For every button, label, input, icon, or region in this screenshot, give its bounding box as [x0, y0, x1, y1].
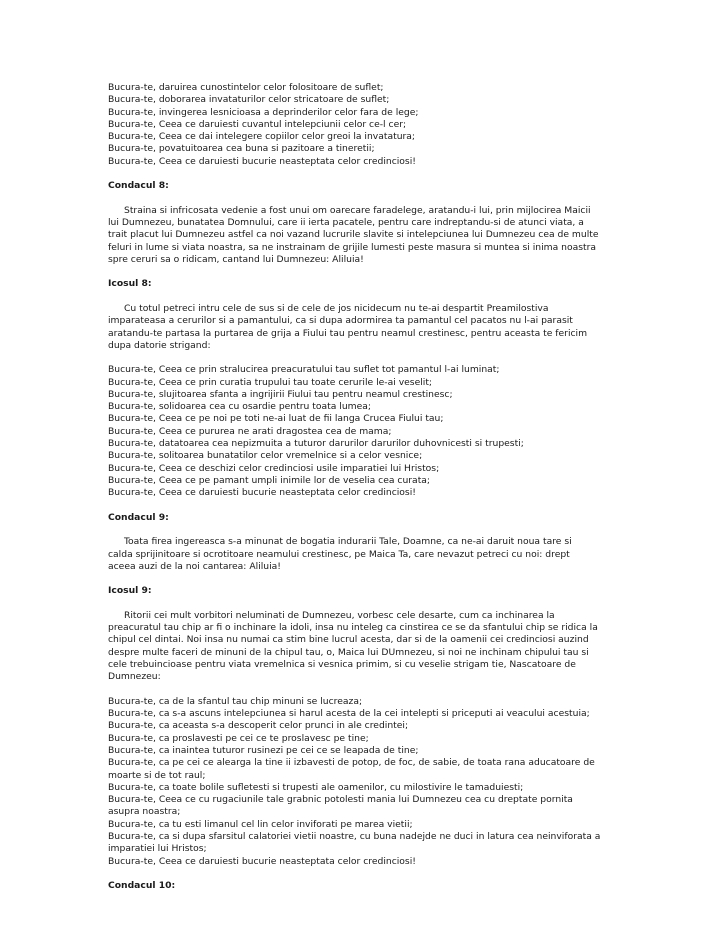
text-line: aratandu-te partasa la purtarea de grija a Fiului tau pentru neamul crestinesc, pentru aceasta te fericim	[108, 327, 588, 339]
text-line: Ritorii cei mult vorbitori neluminati de Dumnezeu, vorbesc cele desarte, cum ca inchinarea la	[124, 609, 555, 621]
text-line: Bucura-te, povatuitoarea cea buna si pazitoare a tineretii;	[108, 143, 375, 155]
text-line: Bucura-te, Ceea ce prin curatia trupului tau toate cerurile le-ai veselit;	[108, 376, 433, 388]
text-line: Bucura-te, doborarea invataturilor celor stricatoare de suflet;	[108, 94, 390, 106]
paragraph-condac-8	[108, 205, 624, 266]
paragraph-icos-9	[108, 610, 624, 684]
text-line: Dumnezeu:	[108, 671, 161, 683]
text-line: Bucura-te, Ceea ce daruiesti bucurie neasteptata celor credinciosi!	[108, 487, 416, 499]
salutations-block-3	[108, 696, 624, 868]
text-line: dupa datorie strigand:	[108, 339, 211, 351]
text-line: Bucura-te, ca proslavesti pe cei ce te proslavesc pe tine;	[108, 732, 369, 744]
text-line: Bucura-te, datatoarea cea nepizmuita a tuturor darurilor darurilor duhovnicesti si trupesti;	[108, 438, 524, 450]
text-line: cele trebuincioase pentru viata vremelnica si vesnica primim, si cu veselie strigam tie, Nascatoare de	[108, 658, 576, 670]
paragraph-icos-8	[108, 303, 624, 352]
section-heading: Icosul 8:	[108, 278, 152, 290]
text-line: Bucura-te, Ceea ce prin stralucirea preacuratului tau suflet tot pamantul l-ai luminat;	[108, 364, 500, 376]
text-line: Bucura-te, Ceea ce pe pamant umpli inimile lor de veselia cea curata;	[108, 474, 431, 486]
section-heading: Condacul 8:	[108, 180, 169, 192]
text-line: Straina si infricosata vedenie a fost unui om oarecare faradelege, aratandu-i lui, prin mijlocirea Maicii	[124, 204, 591, 216]
text-line: preacuratul tau chip ar fi o inchinare la idoli, insa nu inteleg ca cinstirea ce se da sfantului chip se ridica la	[108, 622, 598, 634]
text-line: Bucura-te, ca inaintea tuturor rusinezi pe cei ce se leapada de tine;	[108, 744, 419, 756]
section-heading: Condacul 9:	[108, 511, 169, 523]
text-line: asupra noastra;	[108, 806, 181, 818]
document-page	[108, 82, 624, 905]
section-heading: Icosul 9:	[108, 585, 152, 597]
text-line: lui Dumnezeu, bunatatea Domnului, care ii ierta pacatele, pentru care indreptandu-si de atunci viata, a	[108, 217, 584, 229]
text-line: aceea auzi de la noi cantarea: Aliluia!	[108, 560, 281, 572]
salutations-block-2	[108, 364, 624, 499]
text-line: spre ceruri sa o ridicam, cantand lui Dumnezeu: Aliluia!	[108, 253, 364, 265]
text-line: despre multe faceri de minuni de la chipul tau, o, Maica lui DUmnezeu, si noi ne inchinam chipului tau si	[108, 646, 589, 658]
text-line: Bucura-te, ca tu esti limanul cel lin celor inviforati pe marea vietii;	[108, 818, 413, 830]
text-line: Bucura-te, Ceea ce daruiesti cuvantul intelepciunii celor ce-l cer;	[108, 118, 407, 130]
salutations-block-1	[108, 82, 624, 168]
text-line: chipul cel dintai. Noi insa nu numai ca stim bine lucrul acesta, dar si de la oamenii cei credinciosi auzind	[108, 634, 589, 646]
text-line: Bucura-te, invingerea lesnicioasa a deprinderilor celor fara de lege;	[108, 106, 419, 118]
text-line: imparateasa a cerurilor si a pamantului, ca si dupa adormirea ta pamantul cel pacatos nu l-ai parasit	[108, 315, 573, 327]
paragraph-condac-9	[108, 536, 624, 573]
text-line: Bucura-te, Ceea ce pururea ne arati dragostea cea de mama;	[108, 425, 392, 437]
text-line: Bucura-te, Ceea ce deschizi celor credinciosi usile imparatiei lui Hristos;	[108, 462, 440, 474]
text-line: Bucura-te, ca si dupa sfarsitul calatoriei vietii noastre, cu buna nadejde ne duci in latura cea neinviforata a	[108, 831, 601, 843]
text-line: trait placut lui Dumnezeu astfel ca noi vazand lucrurile slavite si intelepciunea lui Dumnezeu cea de multe	[108, 229, 599, 241]
text-line: Bucura-te, ca aceasta s-a descoperit celor prunci in ale credintei;	[108, 720, 409, 732]
text-line: Bucura-te, solidoarea cea cu osardie pentru toata lumea;	[108, 401, 371, 413]
text-line: Bucura-te, Ceea ce daruiesti bucurie neasteptata celor credinciosi!	[108, 855, 416, 867]
section-heading: Condacul 10:	[108, 880, 176, 892]
text-line: calda sprijinitoare si ocrotitoare neamului crestinesc, pe Maica Ta, care nevazut petreci cu noi: drept	[108, 548, 570, 560]
text-line: moarte si de tot raul;	[108, 769, 206, 781]
text-line: Bucura-te, solitoarea bunatatilor celor vremelnice si a celor vesnice;	[108, 450, 423, 462]
text-line: imparatiei lui Hristos;	[108, 843, 207, 855]
text-line: Bucura-te, Ceea ce cu rugaciunile tale grabnic potolesti mania lui Dumnezeu cea cu dreptate pornita	[108, 794, 573, 806]
text-line: Bucura-te, daruirea cunostintelor celor folositoare de suflet;	[108, 82, 384, 93]
text-line: Bucura-te, Ceea ce pe noi pe toti ne-ai luat de fii langa Crucea Fiului tau;	[108, 413, 444, 425]
text-line: Toata firea ingereasca s-a minunat de bogatia indurarii Tale, Doamne, ca ne-ai daruit noua tare si	[124, 536, 572, 548]
text-line: Bucura-te, ca toate bolile sufletesti si trupesti ale oamenilor, cu milostivire le tamaduiesti;	[108, 781, 524, 793]
text-line: Bucura-te, ca pe cei ce alearga la tine ii izbavesti de potop, de foc, de sabie, de toata rana aducatoare de	[108, 757, 595, 769]
text-line: Bucura-te, ca s-a ascuns intelepciunea si harul acesta de la cei intelepti si priceputi ai veacului acestuia;	[108, 708, 590, 720]
text-line: Bucura-te, slujitoarea sfanta a ingrijirii Fiului tau pentru neamul crestinesc;	[108, 388, 453, 400]
text-line: Bucura-te, ca de la sfantul tau chip minuni se lucreaza;	[108, 695, 363, 707]
text-line: Bucura-te, Ceea ce dai intelegere copiilor celor greoi la invatatura;	[108, 131, 416, 143]
text-line: feluri in lume si viata noastra, sa ne instrainam de grijile lumesti peste masura si muntea si inima noastra	[108, 241, 597, 253]
text-line: Cu totul petreci intru cele de sus si de cele de jos nicidecum nu te-ai despartit Preamilostiva	[124, 302, 549, 314]
text-line: Bucura-te, Ceea ce daruiesti bucurie neasteptata celor credinciosi!	[108, 155, 416, 167]
